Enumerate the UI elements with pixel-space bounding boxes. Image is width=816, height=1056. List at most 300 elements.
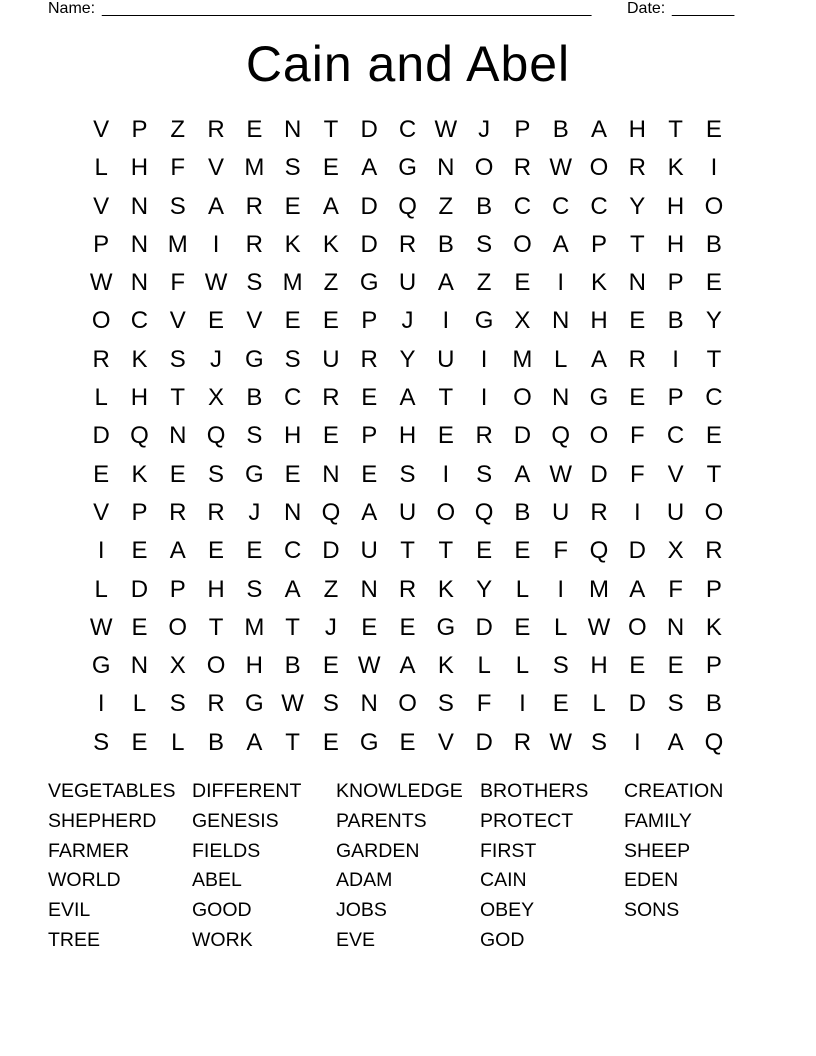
grid-letter: C [398, 116, 417, 143]
grid-letter: I [442, 460, 450, 488]
grid-letter: P [705, 652, 722, 680]
grid-letter: T [285, 613, 300, 641]
grid-letter: F [629, 460, 645, 488]
grid-letter: I [480, 384, 488, 412]
grid-letter: K [667, 154, 684, 182]
grid-letter: H [590, 652, 608, 680]
grid-letter: R [590, 498, 608, 526]
grid-letter: P [131, 116, 148, 143]
grid-letter: Q [551, 422, 571, 450]
grid-letter: T [668, 116, 683, 143]
grid-letter: E [169, 460, 186, 488]
word-list-item: FARMER [48, 839, 130, 862]
grid-letter: G [359, 269, 379, 297]
grid-letter: S [476, 230, 493, 258]
grid-letter: R [628, 154, 646, 182]
grid-letter: R [207, 690, 225, 718]
grid-letter: T [438, 384, 454, 412]
grid-letter: S [476, 460, 493, 488]
grid-letter: F [170, 269, 186, 297]
grid-letter: Z [323, 269, 339, 297]
grid-letter: D [322, 537, 340, 565]
grid-letter: T [208, 613, 224, 641]
word-list-item: SONS [624, 899, 680, 922]
grid-letter: B [437, 230, 454, 258]
grid-letter: C [513, 192, 532, 220]
grid-letter: E [93, 460, 110, 488]
grid-letter: A [399, 652, 416, 680]
grid-letter: R [207, 498, 225, 526]
grid-letter: Z [438, 192, 454, 220]
grid-letter: B [246, 384, 263, 412]
grid-letter: H [398, 422, 417, 450]
grid-letter: K [705, 613, 722, 641]
grid-letter: S [591, 728, 608, 756]
grid-letter: E [322, 154, 339, 182]
grid-letter: U [552, 498, 570, 526]
grid-letter: L [477, 652, 491, 680]
grid-letter: E [667, 652, 684, 680]
word-list-item: VEGETABLES [48, 780, 176, 802]
grid-letter: J [478, 116, 491, 143]
grid-letter: O [513, 230, 532, 258]
grid-letter: R [360, 345, 378, 373]
grid-letter: R [398, 575, 417, 603]
grid-letter: D [590, 460, 608, 488]
grid-letter: N [552, 384, 570, 412]
grid-letter: A [361, 498, 378, 526]
grid-letter: D [360, 230, 378, 258]
grid-letter: A [208, 192, 225, 220]
grid-letter: S [552, 652, 569, 680]
grid-letter: I [557, 575, 565, 603]
grid-letter: H [666, 192, 685, 220]
grid-letter: E [629, 652, 646, 680]
grid-letter: F [170, 154, 186, 182]
grid-letter: G [245, 345, 264, 373]
grid-letter: F [553, 537, 569, 565]
word-list-item: EVE [336, 928, 376, 951]
grid-letter: W [89, 613, 113, 641]
grid-letter: E [437, 422, 454, 450]
grid-letter: S [246, 269, 263, 297]
grid-letter: E [246, 116, 263, 143]
grid-letter: B [705, 690, 722, 718]
grid-letter: Z [170, 116, 186, 143]
grid-letter: R [705, 537, 723, 565]
grid-letter: S [322, 690, 339, 718]
grid-letter: T [706, 345, 722, 373]
grid-letter: N [666, 613, 685, 641]
grid-letter: E [208, 307, 225, 335]
grid-letter: F [629, 422, 645, 450]
grid-letter: A [322, 192, 339, 220]
grid-letter: L [515, 652, 530, 680]
grid-letter: I [710, 154, 718, 182]
grid-letter: I [557, 269, 565, 297]
grid-letter: E [131, 537, 148, 565]
grid-letter: J [324, 613, 337, 641]
word-list-item: EDEN [624, 869, 679, 892]
word-list-item: ABEL [192, 869, 242, 892]
word-list-item: OBEY [480, 899, 535, 922]
grid-letter: C [283, 384, 302, 412]
date-blank-line[interactable]: _______ [672, 0, 735, 17]
grid-letter: P [361, 422, 378, 450]
grid-letter: O [436, 498, 456, 526]
word-list-item: WORLD [48, 869, 121, 892]
grid-letter: V [169, 307, 186, 335]
grid-letter: Q [206, 422, 226, 450]
grid-letter: V [93, 192, 110, 220]
grid-letter: P [667, 384, 684, 412]
grid-letter: S [169, 345, 186, 373]
grid-letter: N [169, 422, 187, 450]
word-list-item: CAIN [480, 869, 527, 892]
grid-letter: O [589, 422, 609, 450]
word-list-item: FIELDS [192, 839, 261, 862]
grid-letter: U [360, 537, 378, 565]
word-list-item: DIFFERENT [192, 780, 302, 802]
name-label: Name: [48, 0, 96, 17]
grid-letter: L [554, 613, 568, 641]
grid-letter: D [475, 728, 493, 756]
grid-letter: H [130, 384, 149, 412]
word-list-item: PROTECT [480, 809, 574, 832]
grid-letter: N [552, 307, 570, 335]
grid-letter: V [93, 498, 110, 526]
grid-letter: C [705, 384, 723, 412]
grid-letter: O [627, 613, 647, 641]
grid-letter: Q [474, 498, 494, 526]
grid-letter: H [283, 422, 302, 450]
grid-letter: B [667, 307, 684, 335]
grid-letter: A [399, 384, 416, 412]
grid-letter: A [284, 575, 301, 603]
grid-letter: K [322, 230, 339, 258]
grid-letter: U [666, 498, 685, 526]
word-list-item: FAMILY [624, 809, 692, 832]
grid-letter: D [513, 422, 532, 450]
grid-letter: X [169, 652, 186, 680]
grid-letter: W [281, 690, 304, 718]
grid-letter: E [514, 613, 531, 641]
grid-letter: P [591, 230, 608, 258]
grid-letter: L [132, 690, 147, 718]
grid-letter: G [359, 728, 379, 756]
grid-letter: X [667, 537, 684, 565]
grid-letter: E [399, 613, 416, 641]
grid-letter: M [244, 613, 265, 641]
grid-letter: E [322, 652, 339, 680]
grid-letter: N [360, 575, 378, 603]
grid-letter: E [629, 384, 646, 412]
grid-letter: E [361, 613, 378, 641]
grid-letter: E [629, 307, 646, 335]
grid-letter: W [587, 613, 611, 641]
grid-letter: P [131, 498, 148, 526]
grid-letter: W [434, 116, 458, 143]
grid-letter: I [633, 728, 641, 756]
grid-letter: I [480, 345, 488, 373]
grid-letter: D [360, 116, 378, 143]
grid-letter: M [512, 345, 533, 373]
grid-letter: V [208, 154, 225, 182]
grid-letter: L [171, 728, 185, 756]
grid-letter: P [361, 307, 378, 335]
grid-letter: Y [705, 307, 722, 335]
grid-letter: L [94, 575, 108, 603]
grid-letter: H [207, 575, 225, 603]
grid-letter: L [94, 154, 108, 182]
grid-letter: N [130, 192, 149, 220]
grid-letter: E [284, 460, 301, 488]
word-list-item: WORK [192, 928, 253, 951]
grid-letter: E [284, 307, 301, 335]
word-list-item: KNOWLEDGE [336, 780, 463, 802]
grid-letter: O [704, 192, 724, 220]
grid-letter: A [514, 460, 531, 488]
grid-letter: I [212, 230, 220, 258]
grid-letter: U [437, 345, 455, 373]
grid-letter: M [282, 269, 303, 297]
grid-letter: E [361, 460, 378, 488]
grid-letter: E [322, 307, 339, 335]
grid-letter: D [628, 690, 646, 718]
grid-letter: H [628, 116, 646, 143]
grid-letter: D [130, 575, 149, 603]
grid-letter: P [169, 575, 186, 603]
word-list-item: CREATION [624, 780, 724, 802]
grid-letter: S [169, 690, 186, 718]
grid-letter: E [705, 269, 722, 297]
grid-letter: F [668, 575, 683, 603]
grid-letter: E [322, 422, 339, 450]
word-list-item: ADAM [336, 869, 393, 892]
grid-letter: N [130, 230, 149, 258]
grid-letter: C [130, 307, 149, 335]
grid-letter: H [590, 307, 608, 335]
grid-letter: P [514, 116, 531, 143]
grid-letter: A [552, 230, 569, 258]
grid-letter: Z [476, 269, 492, 297]
grid-letter: E [284, 192, 301, 220]
grid-letter: E [476, 537, 493, 565]
grid-letter: P [667, 269, 684, 297]
grid-letter: R [245, 230, 263, 258]
grid-letter: A [591, 345, 608, 373]
grid-letter: A [361, 154, 378, 182]
grid-letter: T [629, 230, 645, 258]
grid-letter: E [131, 728, 148, 756]
word-list [48, 776, 768, 955]
grid-letter: C [552, 192, 570, 220]
word-list-item: EVIL [48, 899, 91, 922]
grid-letter: O [168, 613, 188, 641]
grid-letter: S [284, 154, 301, 182]
word-list-item: SHEEP [624, 839, 691, 862]
word-list-item: PARENTS [336, 809, 427, 832]
grid-letter: B [705, 230, 722, 258]
grid-letter: M [244, 154, 265, 182]
page-title: Cain and Abel [245, 36, 571, 92]
grid-letter: D [92, 422, 110, 450]
grid-letter: B [514, 498, 531, 526]
grid-letter: G [474, 307, 494, 335]
grid-letter: E [399, 728, 416, 756]
grid-letter: K [284, 230, 301, 258]
grid-letter: T [285, 728, 300, 756]
grid-letter: L [515, 575, 530, 603]
grid-letter: X [514, 307, 531, 335]
grid-letter: C [283, 537, 302, 565]
grid-letter: L [94, 384, 108, 412]
grid-letter: S [208, 460, 225, 488]
grid-letter: I [97, 690, 105, 718]
grid-letter: I [672, 345, 679, 373]
grid-letter: K [131, 345, 148, 373]
grid-letter: W [89, 269, 113, 297]
grid-letter: Z [323, 575, 339, 603]
grid-letter: P [705, 575, 722, 603]
grid-letter: T [323, 116, 339, 143]
grid-letter: R [169, 498, 187, 526]
grid-letter: C [666, 422, 685, 450]
grid-letter: U [398, 498, 417, 526]
word-list-item: FIRST [480, 839, 537, 862]
grid-letter: G [245, 690, 264, 718]
grid-letter: G [436, 613, 456, 641]
date-label: Date: [627, 0, 666, 17]
grid-letter: N [322, 460, 340, 488]
grid-letter: O [206, 652, 226, 680]
grid-letter: M [167, 230, 188, 258]
grid-letter: R [322, 384, 340, 412]
name-blank-line[interactable]: _______________________________________________________ [102, 0, 592, 17]
grid-letter: C [590, 192, 608, 220]
grid-letter: Q [589, 537, 609, 565]
grid-letter: O [513, 384, 532, 412]
grid-letter: E [705, 116, 722, 143]
grid-letter: W [549, 728, 573, 756]
grid-letter: V [246, 307, 263, 335]
grid-letter: S [284, 345, 301, 373]
grid-letter: S [246, 575, 263, 603]
grid-letter: A [437, 269, 454, 297]
grid-letter: A [591, 116, 608, 143]
word-list-item: GOOD [192, 899, 252, 922]
grid-letter: S [93, 728, 110, 756]
grid-letter: N [283, 498, 302, 526]
grid-letter: M [589, 575, 609, 603]
grid-letter: R [398, 230, 417, 258]
grid-letter: N [130, 652, 149, 680]
grid-letter: U [322, 345, 340, 373]
grid-letter: G [589, 384, 609, 412]
grid-letter: E [552, 690, 569, 718]
grid-letter: S [667, 690, 684, 718]
grid-letter: O [704, 498, 724, 526]
grid-letter: E [322, 728, 339, 756]
grid-letter: E [208, 537, 225, 565]
grid-letter: L [554, 345, 568, 373]
grid-letter: G [91, 652, 111, 680]
grid-letter: E [514, 269, 531, 297]
grid-letter: K [131, 460, 148, 488]
grid-letter: G [245, 460, 264, 488]
grid-letter: G [398, 154, 417, 182]
grid-letter: Y [399, 345, 416, 373]
grid-letter: J [401, 307, 414, 335]
grid-letter: W [549, 460, 573, 488]
grid-letter: W [357, 652, 381, 680]
grid-letter: E [131, 613, 148, 641]
grid-letter: H [245, 652, 263, 680]
grid-letter: R [513, 154, 532, 182]
grid-letter: D [628, 537, 646, 565]
grid-letter: X [208, 384, 225, 412]
grid-letter: V [667, 460, 684, 488]
grid-letter: I [519, 690, 526, 718]
grid-letter: K [591, 269, 608, 297]
grid-letter: Q [398, 192, 417, 220]
header-line [48, 0, 748, 20]
grid-letter: R [207, 116, 225, 143]
grid-letter: T [706, 460, 722, 488]
word-list-item: GOD [480, 928, 525, 951]
grid-letter: K [437, 652, 454, 680]
grid-letter: Q [321, 498, 341, 526]
grid-letter: S [246, 422, 263, 450]
word-list-item: JOBS [336, 899, 387, 922]
grid-letter: S [169, 192, 186, 220]
grid-letter: V [93, 116, 110, 143]
grid-letter: L [592, 690, 606, 718]
grid-letter: T [170, 384, 186, 412]
grid-letter: W [204, 269, 228, 297]
grid-letter: B [284, 652, 301, 680]
grid-letter: Y [476, 575, 493, 603]
grid-letter: O [91, 307, 111, 335]
grid-letter: R [245, 192, 263, 220]
grid-letter: D [475, 613, 493, 641]
grid-letter: O [474, 154, 494, 182]
grid-letter: N [628, 269, 646, 297]
grid-letter: H [666, 230, 685, 258]
grid-letter: N [283, 116, 302, 143]
grid-letter: U [398, 269, 417, 297]
grid-letter: J [248, 498, 261, 526]
grid-letter: N [130, 269, 149, 297]
grid-letter: E [246, 537, 263, 565]
grid-letter: I [442, 307, 450, 335]
grid-letter: B [208, 728, 225, 756]
word-list-item: GARDEN [336, 839, 420, 862]
grid-letter: D [360, 192, 378, 220]
grid-letter: K [437, 575, 454, 603]
grid-letter: H [130, 154, 149, 182]
word-list-item: SHEPHERD [48, 809, 157, 832]
grid-letter: Y [629, 192, 646, 220]
grid-letter: N [360, 690, 378, 718]
grid-letter: T [400, 537, 415, 565]
grid-letter: I [633, 498, 641, 526]
grid-letter: S [399, 460, 416, 488]
grid-letter: T [438, 537, 454, 565]
grid-letter: P [93, 230, 110, 258]
word-list-item: BROTHERS [480, 780, 589, 802]
grid-letter: A [629, 575, 646, 603]
